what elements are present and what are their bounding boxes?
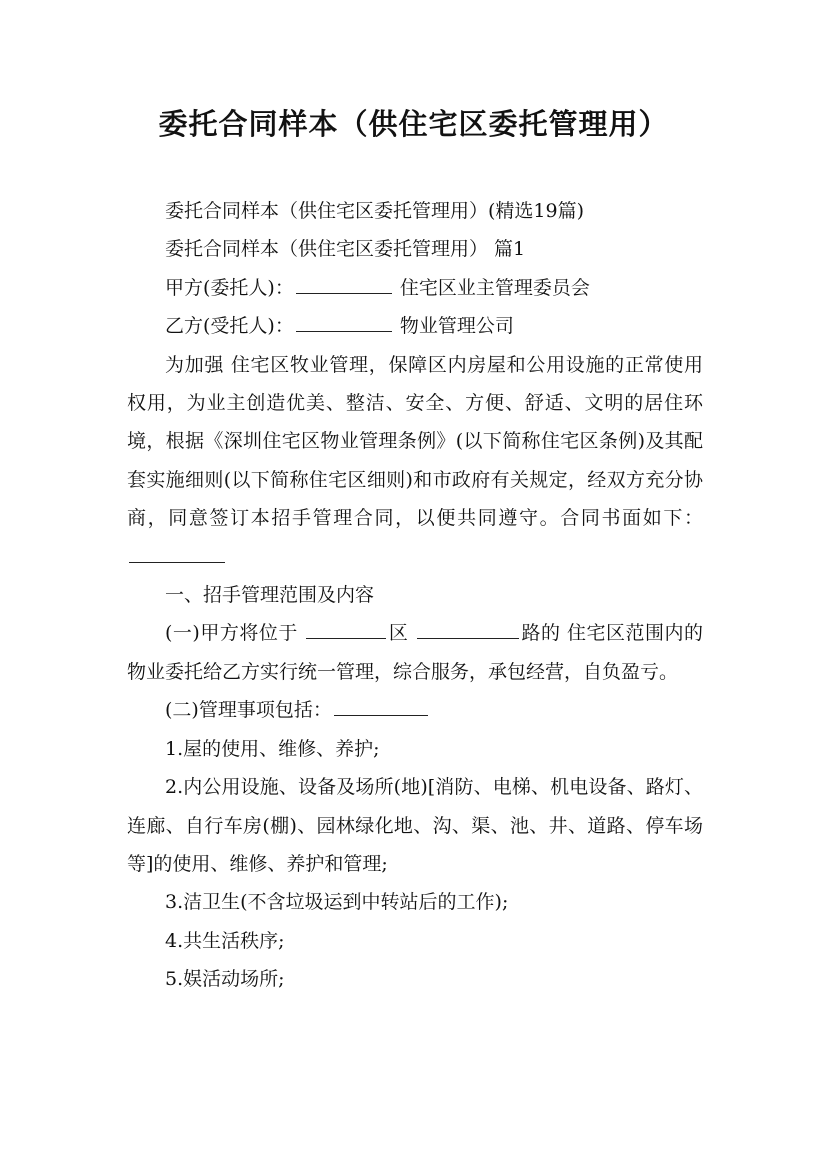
clause-1-rest: 路的 住宅区范围内的物业委托给乙方实行统一管理，综合服务，承包经营，自负盈亏。 xyxy=(127,622,704,683)
party-a-line xyxy=(127,269,703,307)
party-b-blank xyxy=(296,309,392,332)
clause-1-text: (一)甲方将位于 xyxy=(165,622,298,645)
clause-1-district: 区 xyxy=(388,622,409,645)
document-body xyxy=(127,192,703,999)
list-item: 5.娱活动场所; xyxy=(165,968,285,991)
party-b-line xyxy=(127,307,703,345)
intro-paragraph xyxy=(127,346,703,576)
list-item: 2.内公用设施、设备及场所(地)[消防、电梯、机电设备、路灯、连廊、自行车房(棚)、园林绿化地、沟、渠、池、井、道路、停车场等]的使用、维修、养护和管理; xyxy=(127,776,703,875)
document-title: 委托合同样本（供住宅区委托管理用） xyxy=(158,107,669,141)
party-a-label: 甲方(委托人)： xyxy=(165,276,294,299)
road-blank xyxy=(417,616,519,639)
list-item: 1.屋的使用、维修、养护; xyxy=(165,737,380,760)
clause-2-blank xyxy=(334,693,428,716)
district-blank xyxy=(306,616,386,639)
chapter-heading: 一、招手管理范围及内容 xyxy=(165,584,375,607)
intro-text: 为加强 住宅区牧业管理，保障区内房屋和公用设施的正常使用权用，为业主创造优美、整洁、安全、方便、舒适、文明的居住环境，根据《深圳住宅区物业管理条例》(以下简称住宅区条例)及其配套实施细则(以下简称住宅区细则)和市政府有关规定，经双方充分协商，同意签订本招手管理合同，以便共同遵守。合同书面如下： xyxy=(127,353,703,530)
party-b-label: 乙方(受托人)： xyxy=(165,315,294,338)
document-subtitle: 委托合同样本（供住宅区委托管理用）(精选19篇) xyxy=(165,200,585,222)
list-item: 4.共生活秩序; xyxy=(165,929,285,952)
clause-2 xyxy=(127,691,703,729)
clause-2-text: (二)管理事项包括： xyxy=(165,699,332,722)
intro-blank xyxy=(129,540,225,563)
party-a-name: 住宅区业主管理委员会 xyxy=(399,276,590,299)
party-b-name: 物业管理公司 xyxy=(399,315,514,338)
section-heading: 委托合同样本（供住宅区委托管理用） 篇1 xyxy=(165,238,526,261)
party-a-blank xyxy=(296,271,392,294)
list-item: 3.洁卫生(不含垃圾运到中转站后的工作); xyxy=(165,891,509,914)
clause-1 xyxy=(127,614,703,691)
